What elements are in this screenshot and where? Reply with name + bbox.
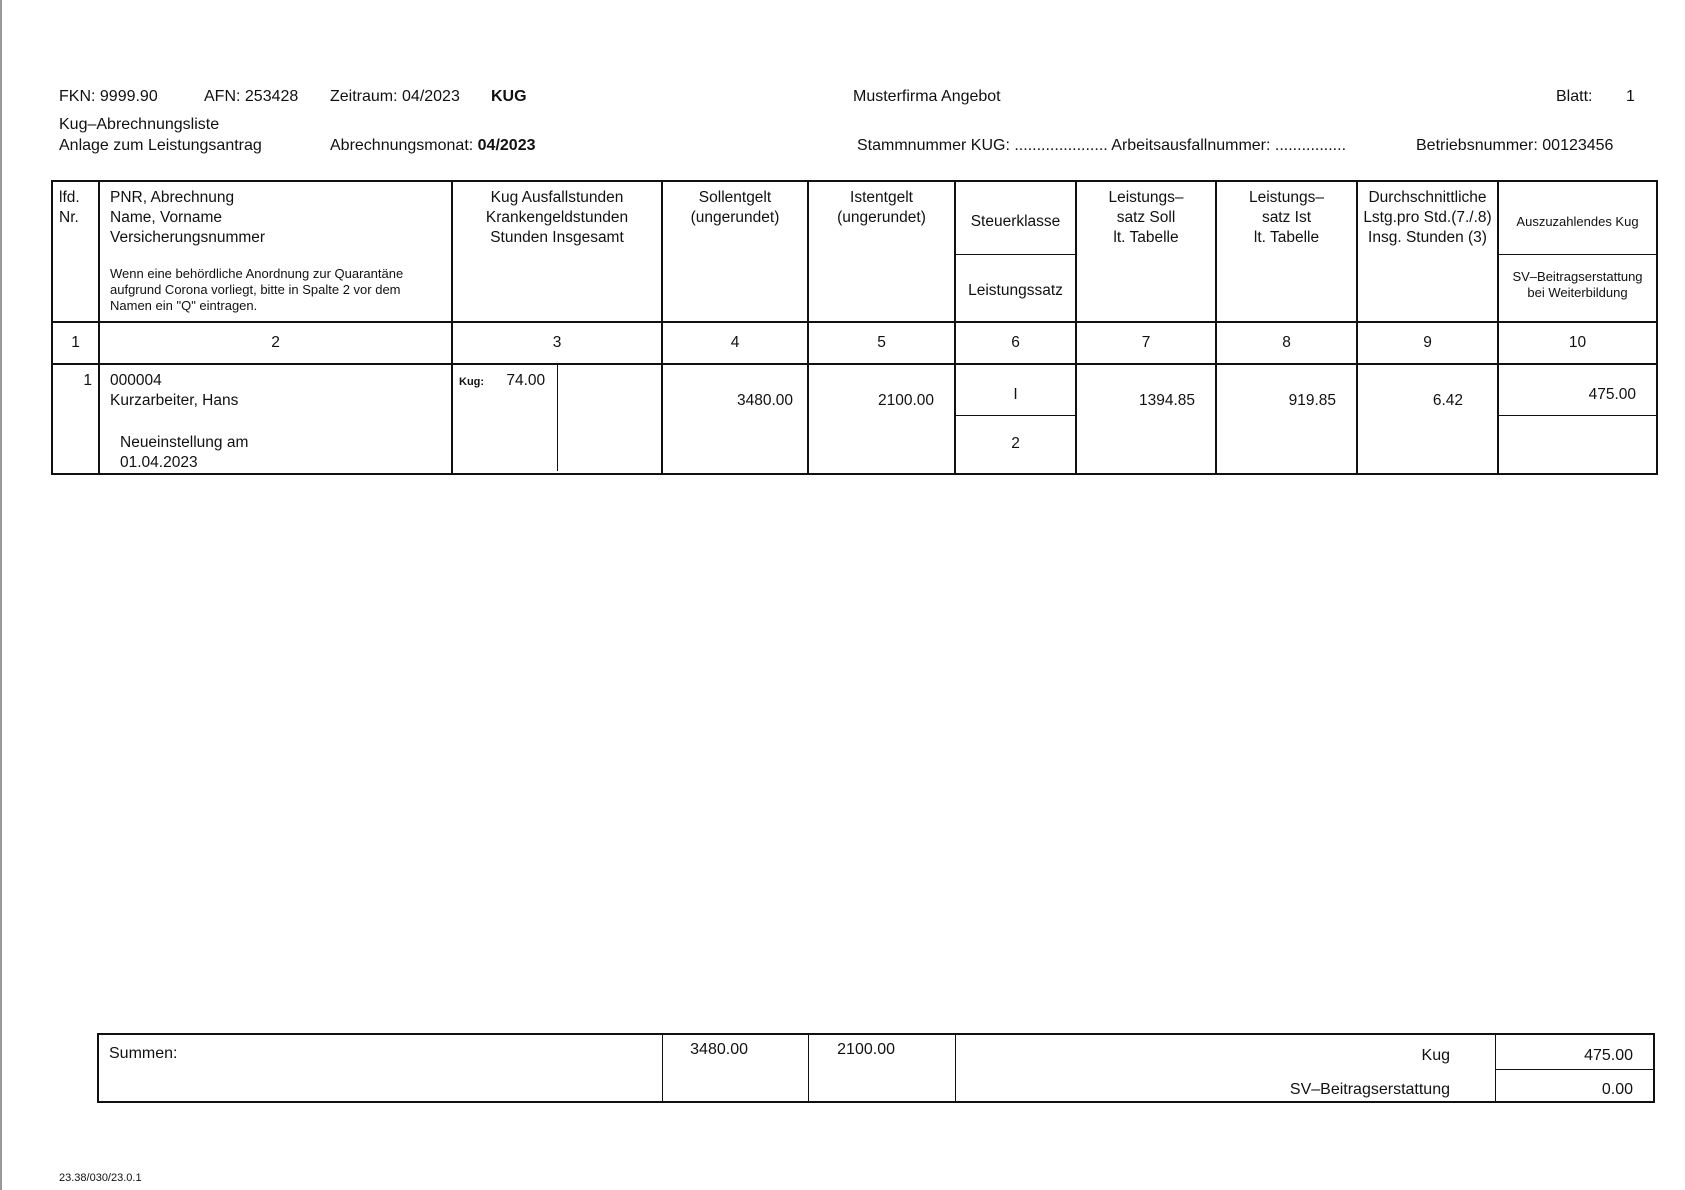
kug-label: Kug:: [459, 376, 485, 388]
new-hire-date: 01.04.2023: [120, 454, 198, 471]
totals-kug-value: 475.00: [1584, 1047, 1633, 1064]
row-steuerklasse: [955, 364, 1076, 474]
row-hours: [452, 364, 662, 474]
steuerklasse-header: Steuerklasse: [956, 182, 1075, 255]
istentgelt-value: 2100.00: [877, 392, 934, 409]
col-header-6: [955, 181, 1076, 322]
table-row: [52, 364, 1657, 474]
col-header-5: [808, 181, 955, 322]
col7-line: lt. Tabelle: [1113, 229, 1179, 246]
col3-line: Kug Ausfallstunden: [490, 189, 624, 206]
type-label: KUG: [491, 88, 527, 105]
betriebsnummer: Betriebsnummer: 00123456: [1416, 137, 1614, 154]
totals-ist: 2100.00: [837, 1041, 895, 1058]
col-header-3: [452, 181, 662, 322]
col1-line: Nr.: [59, 209, 79, 226]
leistungssatz-value: 2: [1011, 435, 1020, 452]
satz-soll-value: 1394.85: [1138, 392, 1195, 409]
col-header-10: [1498, 181, 1657, 322]
col3-line: Krankengeldstunden: [485, 209, 629, 226]
col2-line: PNR, Abrechnung: [110, 189, 235, 206]
row-nr-value: 1: [83, 372, 92, 389]
row-avg: [1357, 364, 1498, 474]
month-label: Abrechnungsmonat:: [330, 137, 474, 154]
totals-divider: [808, 1035, 809, 1103]
row-istentgelt: [808, 364, 955, 474]
col-number: 6: [955, 322, 1076, 364]
col-number: 3: [452, 322, 662, 364]
sv-header-line: SV–Beitragserstattung: [1512, 269, 1643, 284]
row-satz-ist: [1216, 364, 1357, 474]
settlement-table: [51, 180, 1658, 475]
col-number: 5: [808, 322, 955, 364]
totals-soll: 3480.00: [690, 1041, 748, 1058]
row-satz-soll: [1076, 364, 1216, 474]
row-nr: [52, 364, 99, 474]
satz-ist-value: 919.85: [1288, 392, 1336, 409]
col9-line: Lstg.pro Std.(7./.8): [1363, 209, 1492, 226]
zeitraum-label: Zeitraum: 04/2023: [330, 88, 460, 105]
sollentgelt-value: 3480.00: [736, 392, 793, 409]
totals-sv-label: SV–Beitragserstattung: [1289, 1081, 1450, 1098]
page-edge: [0, 0, 2, 1190]
hours-divider: [557, 365, 558, 471]
leistungssatz-header: Leistungssatz: [968, 282, 1063, 299]
row-person: [99, 364, 452, 474]
pnr-value: 000004: [110, 372, 162, 389]
col8-line: Leistungs–: [1249, 189, 1324, 206]
list-title: Kug–Abrechnungsliste: [59, 116, 220, 133]
stammnummer-line: Stammnummer KUG: ..................... Arbeitsausfallnummer: ................: [857, 137, 1347, 154]
totals-sv-value: 0.00: [1601, 1081, 1633, 1098]
col9-line: Insg. Stunden (3): [1368, 229, 1487, 246]
fkn-label: FKN: 9999.90: [59, 88, 158, 105]
row-kug-amount: [1498, 364, 1657, 474]
col2-line: Versicherungsnummer: [110, 229, 266, 246]
col3-line: Stunden Insgesamt: [490, 229, 624, 246]
col5-line: (ungerundet): [837, 209, 926, 226]
col8-line: satz Ist: [1261, 209, 1312, 226]
avg-value: 6.42: [1432, 392, 1463, 409]
note-line: Wenn eine behördliche Anordnung zur Quarantäne: [110, 266, 404, 281]
blatt-label: Blatt:: [1556, 88, 1593, 105]
kug-amount-value: 475.00: [1499, 365, 1656, 416]
col-header-9: [1357, 181, 1498, 322]
totals-divider: [662, 1035, 663, 1103]
version-code: 23.38/030/23.0.1: [59, 1172, 142, 1184]
subtitle: Anlage zum Leistungsantrag: [59, 137, 262, 154]
note-line: Namen ein "Q" eintragen.: [110, 298, 258, 313]
col-number: 9: [1357, 322, 1498, 364]
col7-line: Leistungs–: [1108, 189, 1184, 206]
col2-line: Name, Vorname: [110, 209, 222, 226]
col5-line: Istentgelt: [850, 189, 913, 206]
table-header-row: [52, 181, 1657, 322]
afn-label: AFN: 253428: [204, 88, 299, 105]
totals-hdivider: [1495, 1069, 1655, 1070]
totals-box: [97, 1033, 1655, 1103]
col-header-8: [1216, 181, 1357, 322]
new-hire-note: Neueinstellung am: [120, 434, 249, 451]
col-number: 7: [1076, 322, 1216, 364]
totals-divider: [955, 1035, 956, 1103]
col4-line: Sollentgelt: [698, 189, 772, 206]
kug-hours: 74.00: [506, 372, 546, 389]
col-number: 2: [99, 322, 452, 364]
blatt-value: 1: [1626, 88, 1635, 105]
col-number: 1: [52, 322, 99, 364]
col8-line: lt. Tabelle: [1253, 229, 1320, 246]
col4-line: (ungerundet): [690, 209, 780, 226]
col-number: 10: [1498, 322, 1657, 364]
quarantine-note: [110, 266, 451, 314]
totals-kug-label: Kug: [1421, 1047, 1450, 1064]
note-line: aufgrund Corona vorliegt, bitte in Spalte 2 vor dem: [110, 282, 401, 297]
totals-label: Summen:: [109, 1045, 178, 1062]
month-field: [330, 137, 536, 155]
col-number: 4: [662, 322, 808, 364]
employee-name: Kurzarbeiter, Hans: [110, 392, 239, 409]
column-number-row: [52, 322, 1657, 364]
kug-payout-header: Auszuzahlendes Kug: [1499, 182, 1656, 255]
col-number: 8: [1216, 322, 1357, 364]
col9-line: Durchschnittliche: [1368, 189, 1487, 206]
col-header-7: [1076, 181, 1216, 322]
steuerklasse-value: I: [956, 365, 1075, 416]
col-header-2: [99, 181, 452, 322]
col-header-4: [662, 181, 808, 322]
col1-line: lfd.: [59, 189, 80, 206]
company-name: Musterfirma Angebot: [853, 88, 1001, 105]
row-sollentgelt: [662, 364, 808, 474]
sv-header-line: bei Weiterbildung: [1527, 285, 1628, 300]
sv-header: [1499, 255, 1656, 301]
month-value: 04/2023: [477, 137, 536, 154]
col-header-1: [52, 181, 99, 322]
col7-line: satz Soll: [1116, 209, 1176, 226]
